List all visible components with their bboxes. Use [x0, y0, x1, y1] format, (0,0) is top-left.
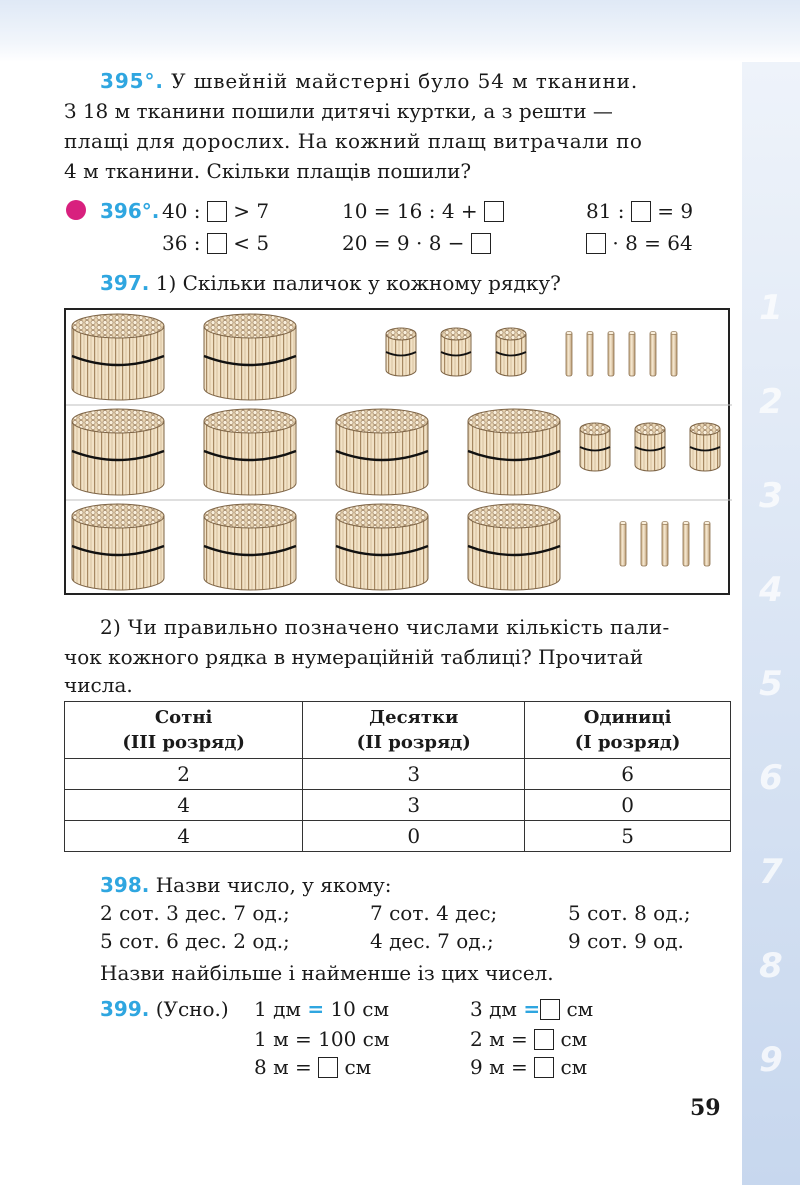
conversion: 1 м = 100 см: [254, 1027, 390, 1051]
task-number: 398.: [100, 873, 150, 897]
ten-bundle: [580, 423, 610, 471]
single-stick: [566, 332, 572, 376]
task398-intro: 398. Назви число, у якому:: [100, 873, 392, 897]
bullet-dot: [66, 200, 86, 220]
conversion: 2 м = см: [470, 1027, 588, 1051]
task396-expr: 36 : < 5: [162, 231, 270, 255]
side-number: 6: [759, 758, 783, 798]
single-stick: [587, 332, 593, 376]
single-stick: [671, 332, 677, 376]
task395-line1: 395°. У швейній майстерні було 54 м тканини.: [100, 69, 639, 93]
conversion: 3 дм = см: [470, 997, 594, 1021]
single-stick: [608, 332, 614, 376]
page-number: 59: [690, 1095, 721, 1121]
answer-box[interactable]: [484, 201, 504, 222]
table-cell: 0: [303, 821, 525, 852]
single-stick: [620, 522, 626, 566]
task398-item: 5 сот. 6 дес. 2 од.;: [100, 929, 290, 953]
top-band: [0, 0, 800, 62]
table-cell: 4: [65, 790, 303, 821]
answer-box[interactable]: [471, 233, 491, 254]
hundred-bundle: [72, 504, 164, 590]
table-row: [65, 821, 731, 852]
answer-box[interactable]: [534, 1057, 554, 1078]
conversion: 9 м = см: [470, 1055, 588, 1079]
side-number: 5: [759, 664, 783, 704]
hundred-bundle: [336, 409, 428, 495]
table-cell: 5: [525, 821, 731, 852]
side-number: 2: [759, 382, 783, 422]
table-row: [65, 790, 731, 821]
hundred-bundle: [72, 314, 164, 400]
answer-box[interactable]: [318, 1057, 338, 1078]
table-cell: 2: [65, 759, 303, 790]
ten-bundle: [635, 423, 665, 471]
sticks-illustration: [66, 310, 732, 597]
numeration-table: [64, 701, 731, 852]
single-stick: [704, 522, 710, 566]
task395-line4: 4 м тканини. Скільки плащів пошили?: [64, 159, 472, 183]
ten-bundle: [386, 328, 416, 376]
single-stick: [641, 522, 647, 566]
answer-box[interactable]: [631, 201, 651, 222]
hundred-bundle: [204, 504, 296, 590]
answer-box[interactable]: [534, 1029, 554, 1050]
table-header-row: [65, 702, 731, 759]
task398-item: 4 дес. 7 од.;: [370, 929, 494, 953]
hundred-bundle: [72, 409, 164, 495]
answer-box[interactable]: [586, 233, 606, 254]
single-stick: [662, 522, 668, 566]
header-hundreds: Сотні (III розряд): [65, 702, 303, 759]
header-ones: Одиниці (I розряд): [525, 702, 731, 759]
task398-outro: Назви найбільше і найменше із цих чисел.: [100, 961, 554, 985]
ten-bundle: [690, 423, 720, 471]
ten-bundle: [496, 328, 526, 376]
hundred-bundle: [468, 409, 560, 495]
answer-box[interactable]: [540, 999, 560, 1020]
answer-box[interactable]: [207, 233, 227, 254]
conversion: 1 дм = 10 см: [254, 997, 390, 1021]
task-number: 396°.: [100, 199, 160, 223]
task396-expr: 40 : > 7: [162, 199, 270, 223]
hundred-bundle: [468, 504, 560, 590]
task398-item: 7 сот. 4 дес;: [370, 901, 498, 925]
header-tens: Десятки (II розряд): [303, 702, 525, 759]
task-number: 397.: [100, 271, 150, 295]
table-cell: 0: [525, 790, 731, 821]
single-stick: [683, 522, 689, 566]
task396-expr: 10 = 16 : 4 +: [342, 196, 504, 226]
task396-expr: 81 : = 9: [586, 199, 694, 223]
single-stick: [629, 332, 635, 376]
task397-question2-line1: 2) Чи правильно позначено числами кількість пали-: [100, 615, 670, 639]
chapter-sidebar: [742, 62, 800, 1185]
task398-item: 5 сот. 8 од.;: [568, 901, 691, 925]
task395-line3: плащі для дорослих. На кожний плащ витрачали по: [64, 129, 643, 153]
task-number: 399.: [100, 997, 150, 1021]
table-cell: 3: [303, 790, 525, 821]
answer-box[interactable]: [207, 201, 227, 222]
table-cell: 3: [303, 759, 525, 790]
sticks-picture: [64, 308, 730, 595]
table-row: [65, 759, 731, 790]
side-number: 3: [759, 476, 783, 516]
task398-item: 9 сот. 9 од.: [568, 929, 684, 953]
hundred-bundle: [204, 314, 296, 400]
table-cell: 6: [525, 759, 731, 790]
ten-bundle: [441, 328, 471, 376]
single-stick: [650, 332, 656, 376]
task395-line2: З 18 м тканини пошили дитячі куртки, а з решти —: [64, 99, 613, 123]
task399-label: 399. (Усно.): [100, 997, 229, 1021]
task397-question2-line2: чок кожного рядка в нумераційній таблиці? Прочитай: [64, 645, 644, 669]
side-number: 8: [759, 946, 783, 986]
task-number: 395°.: [100, 69, 164, 93]
task396-expr: · 8 = 64: [586, 228, 693, 258]
task396-expr: 20 = 9 · 8 −: [342, 228, 491, 258]
task398-item: 2 сот. 3 дес. 7 од.;: [100, 901, 290, 925]
task397-question2-line3: числа.: [64, 673, 133, 697]
side-number: 9: [759, 1040, 783, 1080]
side-number: 7: [759, 852, 783, 892]
table-cell: 4: [65, 821, 303, 852]
task397-question1: 397. 1) Скільки паличок у кожному рядку?: [100, 271, 561, 295]
side-number: 1: [759, 288, 783, 328]
hundred-bundle: [336, 504, 428, 590]
conversion: 8 м = см: [254, 1055, 372, 1079]
hundred-bundle: [204, 409, 296, 495]
side-number: 4: [759, 570, 783, 610]
